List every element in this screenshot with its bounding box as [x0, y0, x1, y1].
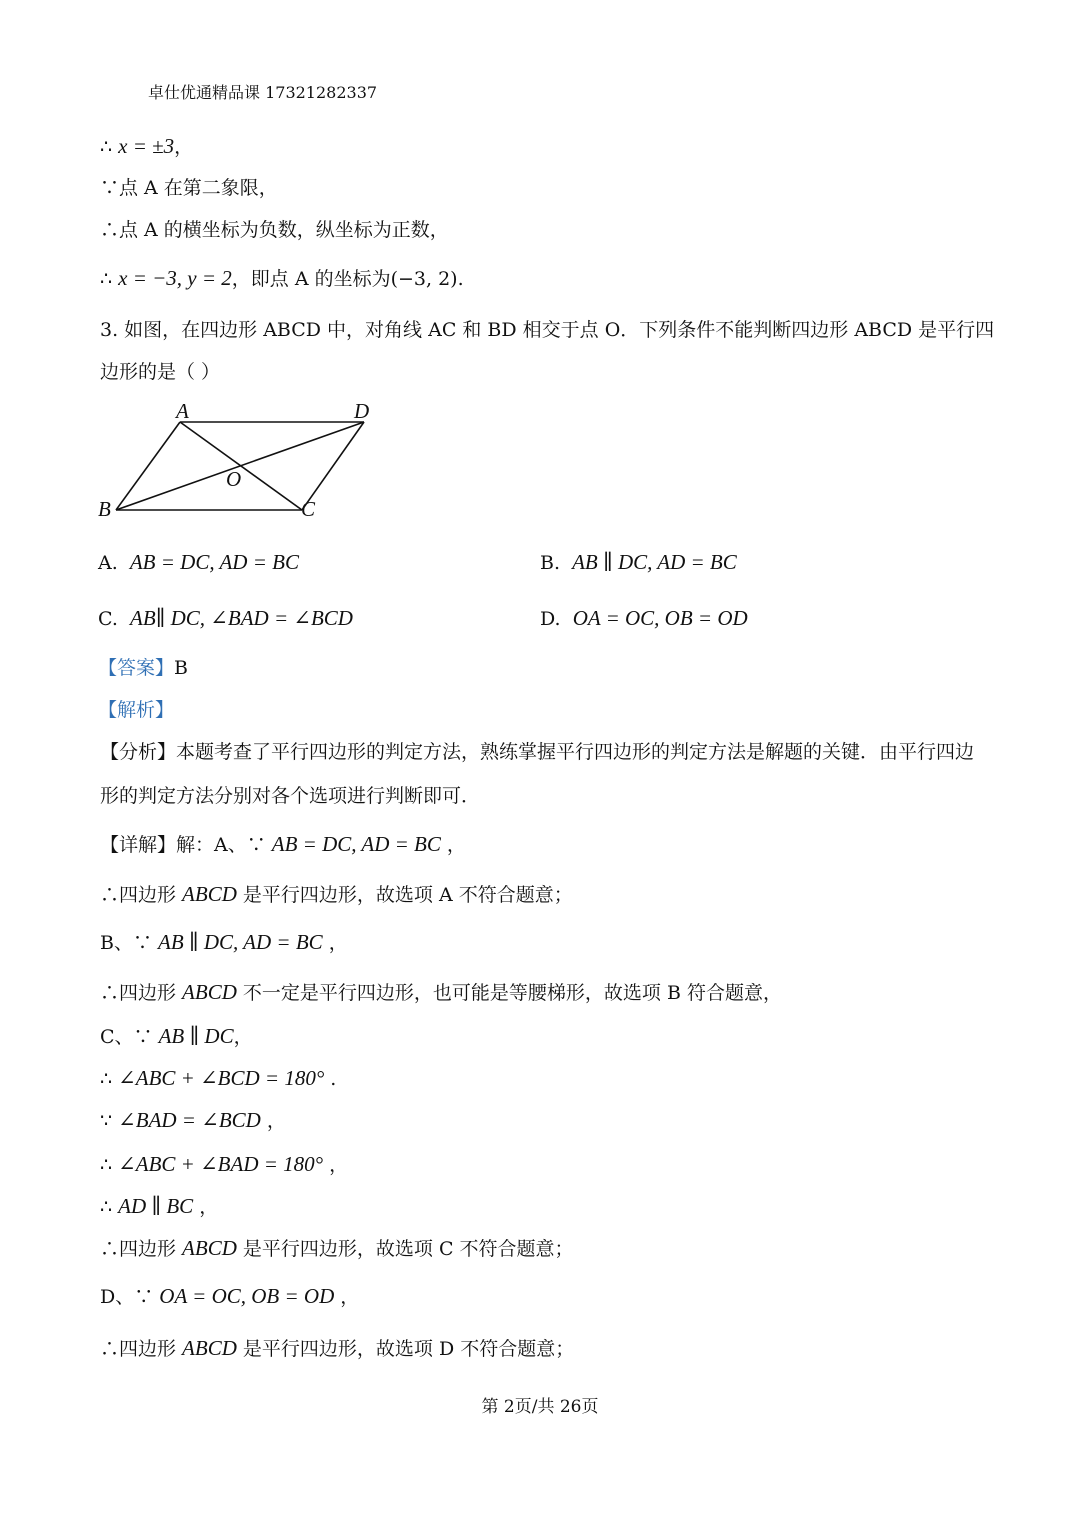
- line-math: AB ∥ DC: [158, 1024, 234, 1048]
- detail-line: [100, 1282, 359, 1311]
- answer-tag: 【答案】: [98, 657, 175, 679]
- side-ba: [116, 422, 180, 510]
- line-suffix: ，: [233, 1026, 253, 1048]
- detail-line: [100, 830, 466, 859]
- line-math: ABCD: [182, 980, 237, 1004]
- line-math: ∠ABC + ∠BAD = 180°: [118, 1152, 324, 1176]
- line-suffix: 是平行四边形，故选项 A 不符合题意；: [236, 884, 573, 906]
- answer-value: B: [174, 657, 188, 679]
- line-math: AB = DC, AD = BC: [271, 832, 441, 856]
- parallelogram-figure: [92, 398, 392, 528]
- line-prefix: ∵: [100, 1110, 119, 1132]
- line-suffix: ，: [260, 1110, 286, 1132]
- analysis-tag: 【解析】: [98, 699, 175, 721]
- option-math: AB = DC, AD = BC: [129, 550, 299, 574]
- line-prefix: ∴四边形: [100, 1338, 183, 1360]
- line-prefix: ∴: [100, 1196, 119, 1218]
- line-suffix: ，: [322, 932, 348, 954]
- detail-line: [100, 1334, 574, 1363]
- line-prefix: ∴四边形: [100, 884, 183, 906]
- detail-line: [100, 1106, 286, 1135]
- line-prefix: ∴四边形: [100, 982, 183, 1004]
- line-prefix: ∴: [100, 136, 119, 158]
- option-letter: C.: [98, 608, 118, 630]
- option-math: AB ∥ DC, AD = BC: [572, 550, 737, 574]
- detail-line: [100, 978, 782, 1007]
- line-suffix: ，: [323, 1154, 349, 1176]
- option-letter: D.: [540, 608, 561, 630]
- option-math: AB∥ DC, ∠BAD = ∠BCD: [130, 606, 353, 630]
- prev-solution-line-3: [100, 216, 449, 244]
- label-a: A: [176, 399, 189, 423]
- line-suffix: 是平行四边形，故选项 D 不符合题意；: [236, 1338, 575, 1360]
- detail-line: [100, 928, 348, 957]
- option-letter: A.: [98, 552, 118, 574]
- option-c: [98, 604, 353, 633]
- line-math: ABCD: [182, 1336, 237, 1360]
- line-prefix: ∴点 A 的横坐标为负数，纵坐标为正数，: [100, 219, 449, 241]
- line-prefix: ∴: [100, 268, 119, 290]
- line-suffix: ，: [174, 136, 194, 158]
- label-o: O: [226, 467, 242, 491]
- line-suffix: ，即点 A 的坐标为(−3, 2).: [231, 268, 464, 290]
- detail-line: [100, 1192, 218, 1221]
- prev-solution-line-2: [100, 174, 278, 202]
- line-suffix: ，: [193, 1196, 219, 1218]
- detail-line: [100, 1234, 574, 1263]
- detail-line: [100, 1064, 336, 1093]
- line-math: AB ∥ DC, AD = BC: [158, 930, 323, 954]
- line-prefix: C、∵: [100, 1026, 159, 1048]
- option-a: [98, 548, 299, 577]
- diagonal-bd: [116, 422, 364, 510]
- page-header: 卓仕优通精品课 17321282337: [148, 83, 378, 102]
- answer-line: [98, 654, 188, 682]
- line-math: ∠ABC + ∠BCD = 180°: [118, 1066, 325, 1090]
- label-d: D: [354, 399, 370, 423]
- analysis-line-2: 形的判定方法分别对各个选项进行判断即可．: [100, 785, 481, 807]
- line-math: ABCD: [182, 1236, 237, 1260]
- detail-line: [100, 880, 573, 909]
- label-b: B: [98, 497, 111, 521]
- option-letter: B.: [540, 552, 561, 574]
- line-math: OA = OC, OB = OD: [159, 1284, 335, 1308]
- question-line-2: 边形的是（ ）: [100, 361, 221, 383]
- line-prefix: D、∵: [100, 1286, 160, 1308]
- detail-line: [100, 1022, 253, 1051]
- analysis-line-1: 【分析】本题考查了平行四边形的判定方法，熟练掌握平行四边形的判定方法是解题的关键．由平行四边: [100, 741, 975, 763]
- prev-solution-line-1: [100, 132, 193, 161]
- line-suffix: 不一定是平行四边形，也可能是等腰梯形，故选项 B 符合题意，: [236, 982, 782, 1004]
- question-line-1: 3. 如图，在四边形 ABCD 中，对角线 AC 和 BD 相交于点 O．下列条件不能判断四边形 ABCD 是平行四: [100, 319, 995, 341]
- line-prefix: 【详解】解：A、∵: [100, 834, 272, 856]
- detail-line: [100, 1150, 348, 1179]
- line-suffix: ，: [334, 1286, 360, 1308]
- line-suffix: 是平行四边形，故选项 C 不符合题意；: [236, 1238, 574, 1260]
- prev-solution-line-4: [100, 264, 464, 293]
- line-prefix: ∴: [100, 1068, 119, 1090]
- line-math: ABCD: [182, 882, 237, 906]
- page-footer: 第 2页/共 26页: [481, 1397, 599, 1417]
- line-prefix: ∵点 A 在第二象限，: [100, 177, 278, 199]
- line-math: x = ±3: [118, 134, 175, 158]
- line-math: ∠BAD = ∠BCD: [118, 1108, 261, 1132]
- line-math: x = −3, y = 2: [118, 266, 232, 290]
- line-suffix: .: [324, 1068, 337, 1090]
- line-suffix: ，: [440, 834, 466, 856]
- line-prefix: ∴: [100, 1154, 119, 1176]
- line-math: AD ∥ BC: [118, 1194, 194, 1218]
- line-prefix: ∴四边形: [100, 1238, 183, 1260]
- option-b: [540, 548, 737, 577]
- label-c: C: [301, 497, 316, 521]
- line-prefix: B、∵: [100, 932, 159, 954]
- option-math: OA = OC, OB = OD: [572, 606, 748, 630]
- option-d: [540, 604, 748, 633]
